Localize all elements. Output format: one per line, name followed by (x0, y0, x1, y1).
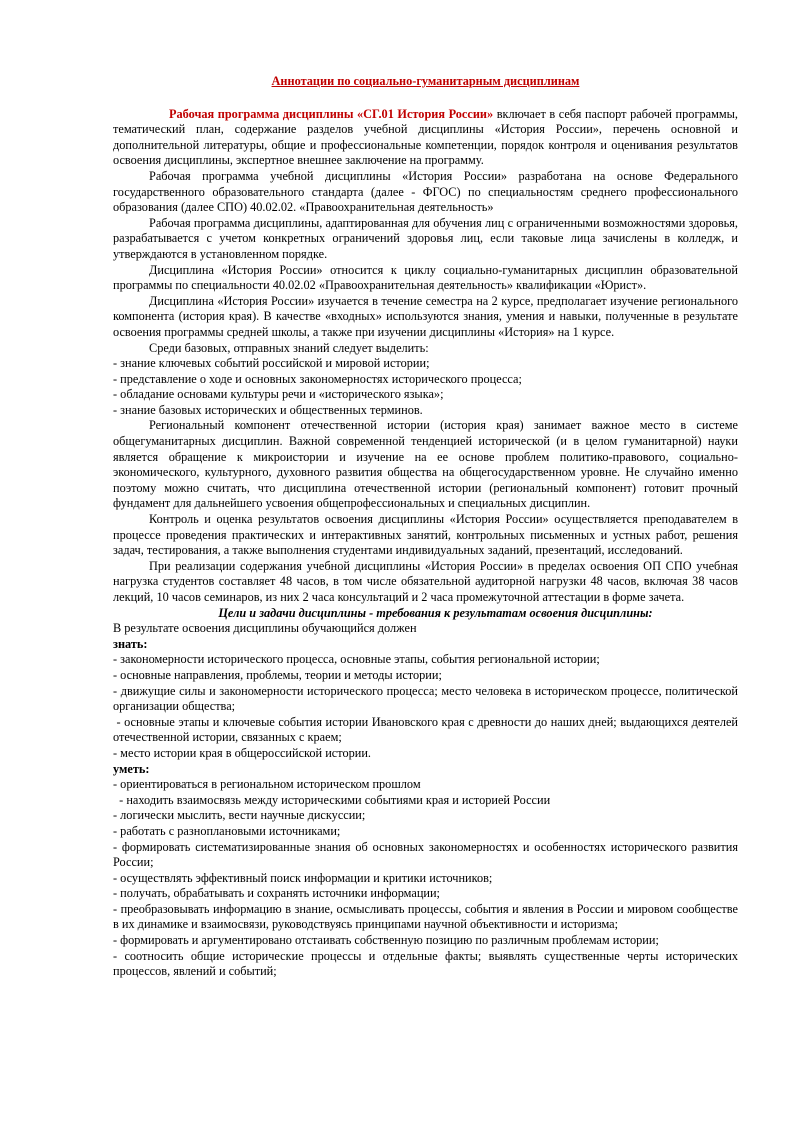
paragraph-3: Рабочая программа дисциплины, адаптированная для обучения лиц с ограниченными возможностями здоровья, разрабатывается с учетом конкретных ограничений здоровья лиц, если таковые лица зачислены в колледж, и утверждаются в установленном порядке. (113, 215, 738, 261)
page-title: Аннотации по социально-гуманитарным дисциплинам (271, 74, 580, 88)
list-item: - работать с разноплановыми источниками; (113, 823, 341, 838)
paragraph-7: Региональный компонент отечественной истории (история края) занимает важное место в системе общегуманитарных дисциплин. Важной современной тенденцией исторической (и в целом гуманитарной) науки является обращение к микроистории и изучение на ее основе проблем политико-правового, социально-экономического, культурного, духовного развития общества на общегосударственном уровне. Не случайно именно поэтому можно считать, что дисциплина отечественной истории (региональный компонент) готовит прочный фундамент для дальнейшего усвоения общепрофессиональных и специальных дисциплин. (113, 418, 738, 511)
paragraph-5: Дисциплина «История России» изучается в течение семестра на 2 курсе, предполагает изучение регионального компонента (история края). В качестве «входных» используются знания, умения и навыки, полученные в результате освоения программы средней школы, а также при изучении дисциплины «История» на 1 курсе. (113, 293, 738, 339)
list-item: - находить взаимосвязь между историческими событиями края и историей России (113, 792, 551, 807)
paragraph-4: Дисциплина «История России» относится к циклу социально-гуманитарных дисциплин образовательной программы по специальности 40.02.02 «Правоохранительная деятельность» квалификации «Юрист». (113, 262, 738, 293)
paragraph-2: Рабочая программа учебной дисциплины «История России» разработана на основе Федерального государственного образовательного стандарта (далее - ФГОС) по специальностям среднего профессионального образования (далее СПО) 40.02.02. «Правоохранительная деятельность» (113, 168, 738, 215)
list-item: - осуществлять эффективный поиск информации и критики источников; (113, 870, 493, 885)
document-page (113, 74, 742, 980)
paragraph-8: Контроль и оценка результатов освоения дисциплины «История России» осуществляется преподавателем в процессе проведения практических и интерактивных занятий, контрольных письменных и устных работ, решения задач, тестирования, а также выполнения студентами индивидуальных заданий, презентаций, исследований. (113, 512, 738, 558)
list-item: - движущие силы и закономерности исторического процесса; место человека в историческом процессе, политической организации общества; (113, 683, 738, 714)
program-title: Рабочая программа дисциплины «СГ.01 История России» (169, 106, 494, 121)
list-item: - закономерности исторического процесса, основные этапы, события региональной истории; (113, 652, 600, 667)
list-item: - преобразовывать информацию в знание, осмысливать процессы, события и явления в России и мировом сообществе в их динамике и взаимосвязи, руководствуясь принципами научной объективности и историзма; (113, 901, 738, 932)
result-intro: В результате освоения дисциплины обучающийся должен (113, 621, 417, 636)
list-item: - обладание основами культуры речи и «исторического языка»; (113, 387, 444, 402)
know-label: знать: (113, 636, 148, 651)
list-item: - знание ключевых событий российской и мировой истории; (113, 356, 430, 371)
paragraph-1-text: включает в себя паспорт рабочей программы, тематический план, содержание разделов учебной дисциплины «История России», перечень основной и дополнительной литературы, общие и профессиональные компетенции, порядок контроля и оценивания результатов освоения дисциплины, экспертное внешнее заключение на программу. (113, 106, 738, 168)
list-item: - формировать и аргументировано отстаивать собственную позицию по различным проблемам истории; (113, 933, 659, 948)
list-item: - место истории края в общероссийской истории. (113, 745, 371, 760)
list-item: - соотносить общие исторические процессы и отдельные факты; выявлять существенные черты исторических процессов, явлений и событий; (113, 948, 738, 979)
list-item: - представление о ходе и основных закономерностях исторического процесса; (113, 371, 522, 386)
can-label: уметь: (113, 761, 150, 776)
list-item: - знание базовых исторических и общественных терминов. (113, 402, 423, 417)
paragraph-1 (113, 107, 738, 169)
goals-heading: Цели и задачи дисциплины - требования к результатам освоения дисциплины: (218, 605, 653, 620)
list-item: - основные направления, проблемы, теории и методы истории; (113, 667, 442, 682)
paragraph-9: При реализации содержания учебной дисциплины «История России» в пределах освоения ОП СПО учебная нагрузка студентов составляет 48 часов, в том числе обязательной аудиторной нагрузки 48 часов, включая 38 часов лекций, 10 часов семинаров, из них 2 часа консультаций и 2 часа промежуточной аттестации в форме зачета. (113, 558, 738, 604)
paragraph-6: Среди базовых, отправных знаний следует выделить: (149, 340, 429, 355)
list-item: - формировать систематизированные знания об основных закономерностях и особенностях исторического развития России; (113, 839, 738, 870)
list-item: - основные этапы и ключевые события истории Ивановского края с древности до наших дней; выдающихся деятелей отечественной истории, связанных с краем; (113, 714, 742, 745)
list-item: - получать, обрабатывать и сохранять источники информации; (113, 886, 440, 901)
list-item: - ориентироваться в региональном историческом прошлом (113, 777, 421, 792)
list-item: - логически мыслить, вести научные дискуссии; (113, 808, 366, 823)
